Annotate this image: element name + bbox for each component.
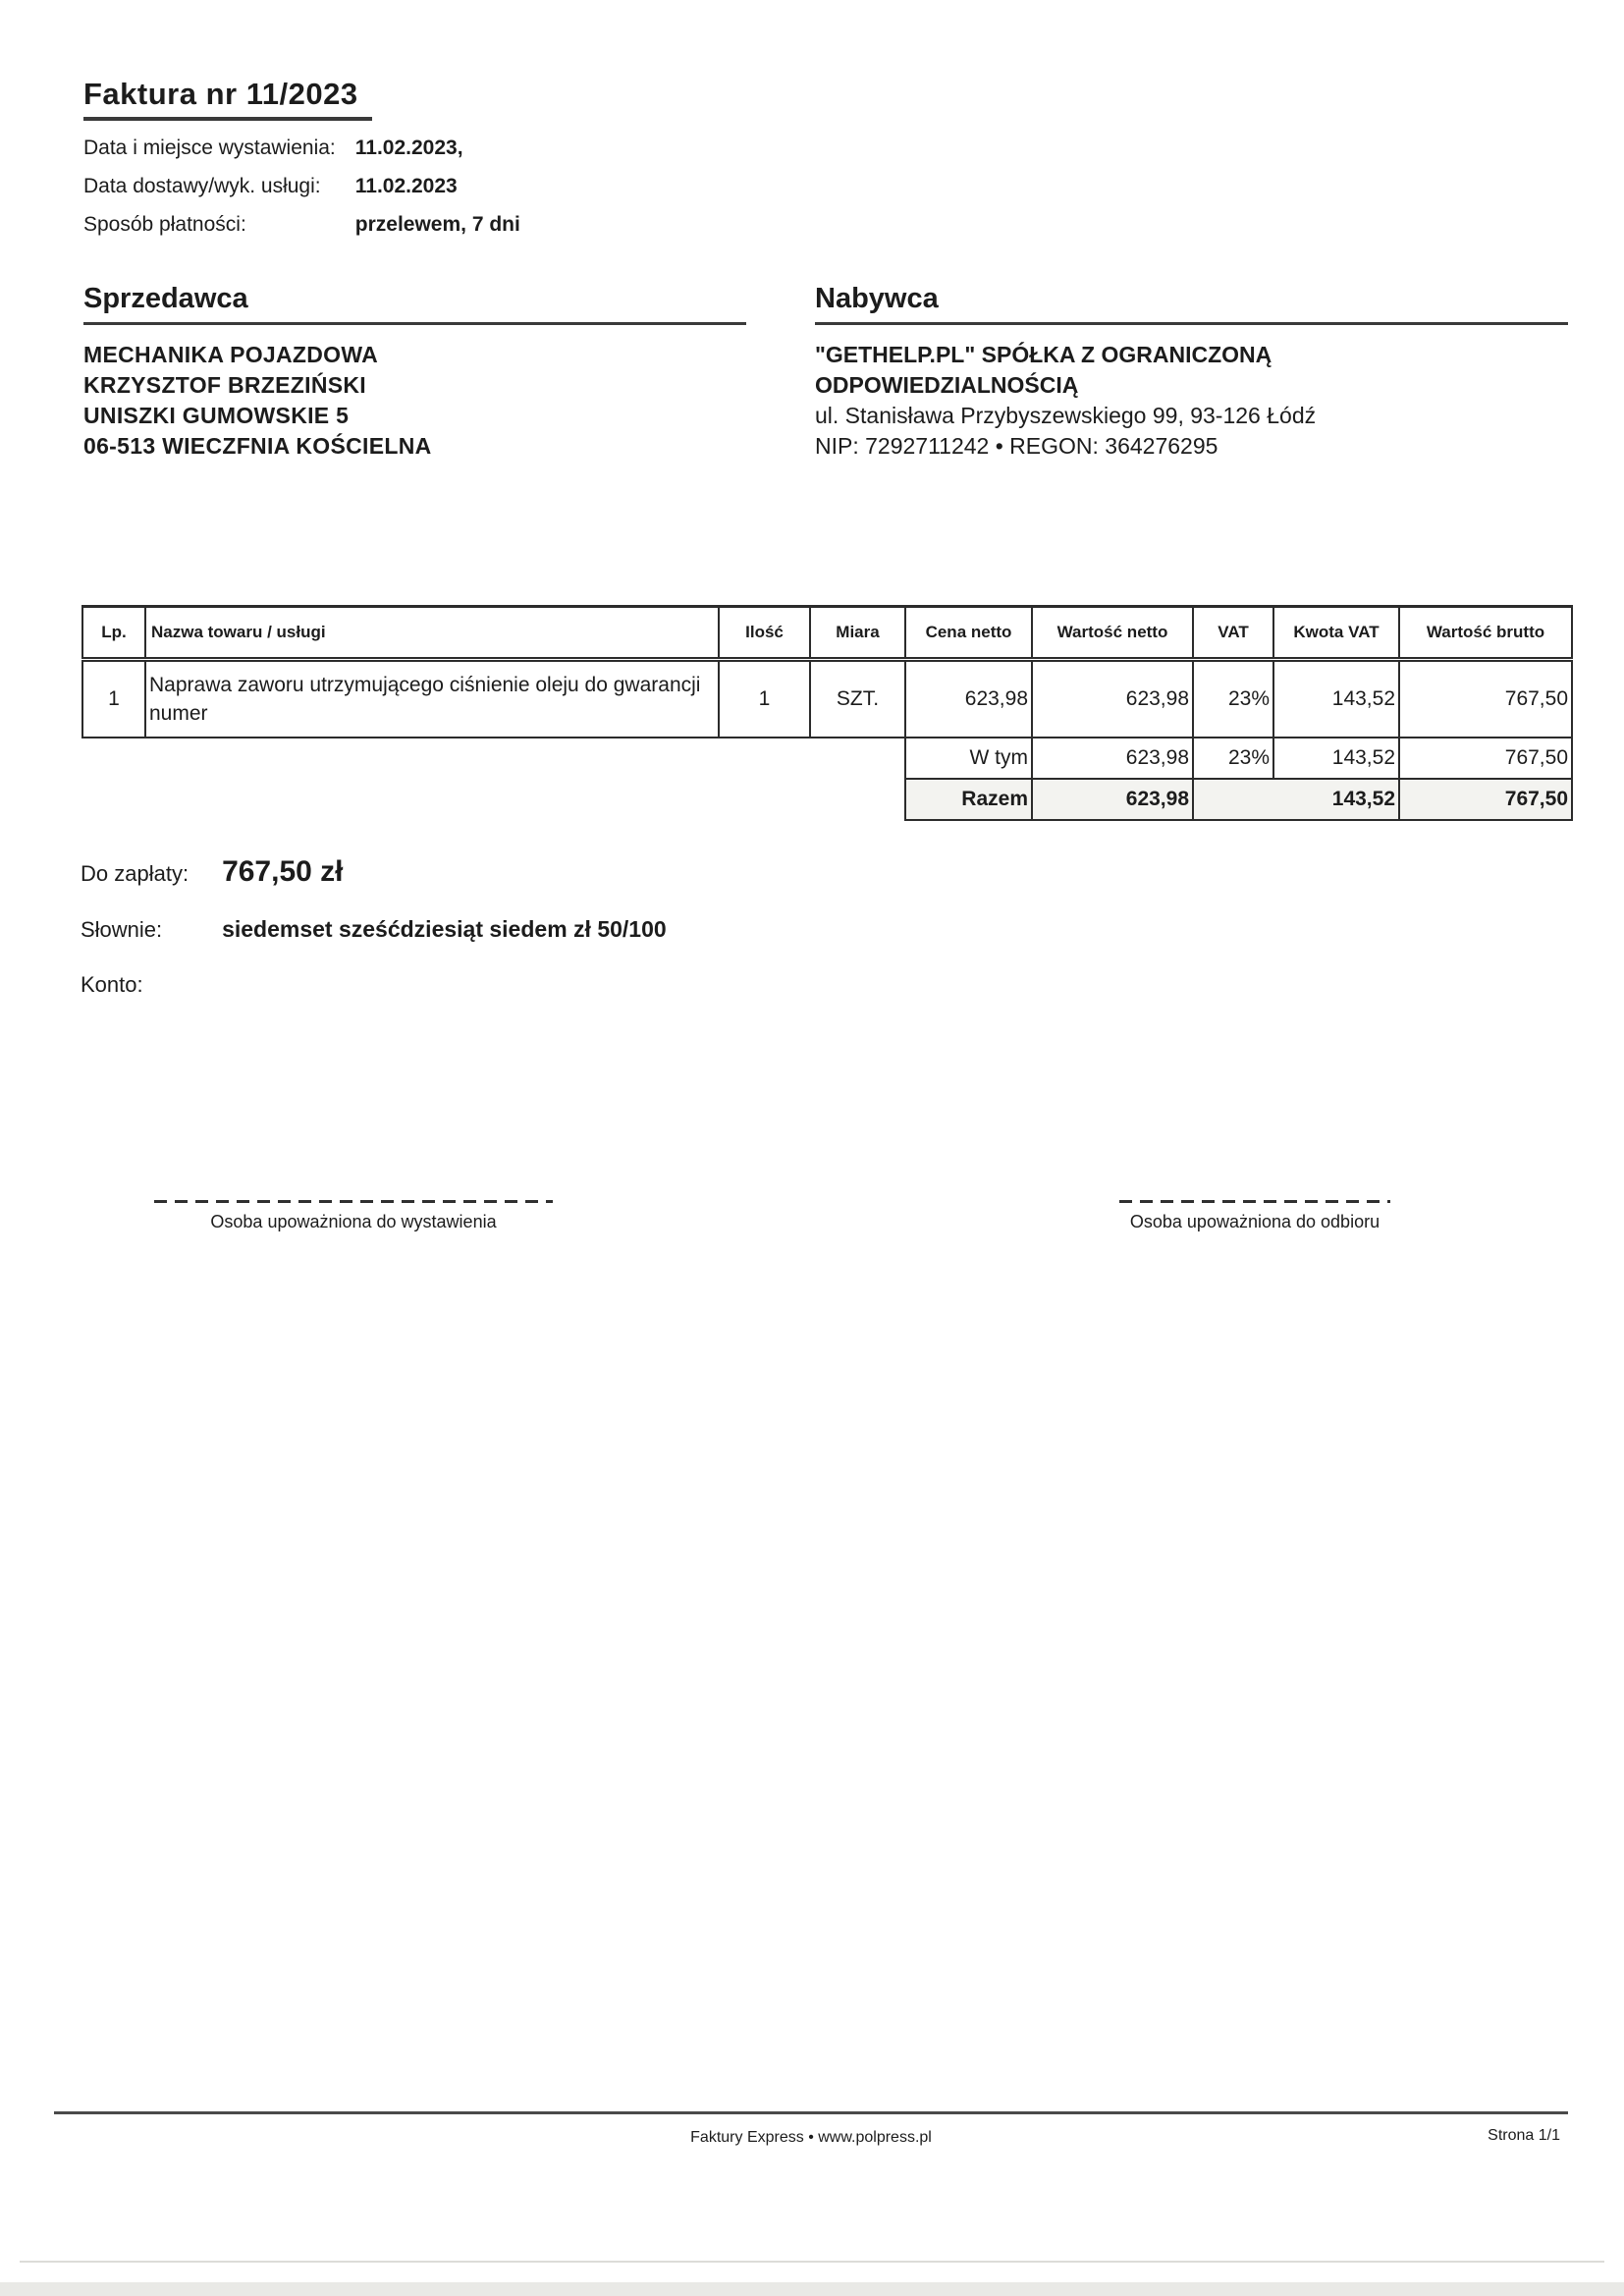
buyer-name-line-1: "GETHELP.PL" SPÓŁKA Z OGRANICZONĄ	[815, 342, 1272, 367]
subtotal-value-net: 623,98	[1032, 738, 1193, 779]
issuer-signature-line	[154, 1200, 553, 1203]
receiver-signature-area	[1098, 1200, 1412, 1232]
total-label: Razem	[905, 779, 1032, 820]
total-row	[905, 779, 1572, 820]
seller-line: MECHANIKA POJAZDOWA	[83, 342, 379, 367]
item-price-net: 623,98	[905, 660, 1032, 738]
total-value-gross: 767,50	[1399, 779, 1572, 820]
issuer-signature-label: Osoba upoważniona do wystawienia	[210, 1212, 497, 1231]
buyer-heading: Nabywca	[815, 283, 1568, 325]
subtotal-vat-amount: 143,52	[1273, 738, 1399, 779]
page-footer	[54, 2111, 1568, 2147]
seller-line: 06-513 WIECZFNIA KOŚCIELNA	[83, 433, 432, 459]
item-vat-amount: 143,52	[1273, 660, 1399, 738]
seller-details	[83, 340, 746, 462]
scan-artifact-band	[0, 2282, 1624, 2296]
subtotal-row	[905, 738, 1572, 779]
amount-in-words-value: siedemset sześćdziesiąt siedem zł 50/100	[222, 916, 667, 942]
subtotal-label: W tym	[905, 738, 1032, 779]
item-name: Naprawa zaworu utrzymującego ciśnienie oleju do gwarancji numer	[145, 660, 719, 738]
account-label: Konto:	[81, 972, 143, 997]
total-value-net: 623,98	[1032, 779, 1193, 820]
payment-method-value: przelewem, 7 dni	[354, 213, 520, 236]
issuer-signature-area	[154, 1200, 553, 1232]
invoice-title: Faktura nr 11/2023	[83, 77, 372, 121]
col-header-vat-amount: Kwota VAT	[1273, 607, 1399, 660]
buyer-section	[815, 283, 1568, 462]
seller-line: UNISZKI GUMOWSKIE 5	[83, 403, 350, 428]
receiver-signature-line	[1119, 1200, 1390, 1203]
col-header-qty: Ilość	[719, 607, 810, 660]
issue-date-label: Data i miejsce wystawienia:	[83, 137, 336, 159]
col-header-lp: Lp.	[82, 607, 145, 660]
item-value-gross: 767,50	[1399, 660, 1572, 738]
amount-in-words-label: Słownie:	[81, 917, 163, 942]
table-header-row	[82, 607, 1572, 660]
total-vat-amount: 143,52	[1193, 779, 1399, 820]
invoice-header	[83, 77, 520, 237]
delivery-date-value: 11.02.2023	[354, 175, 458, 197]
subtotal-vat-rate: 23%	[1193, 738, 1273, 779]
issue-date-value: 11.02.2023,	[354, 137, 463, 159]
col-header-value-net: Wartość netto	[1032, 607, 1193, 660]
signatures-section	[0, 1200, 1624, 1279]
buyer-details	[815, 340, 1568, 462]
footer-page-number: Strona 1/1	[1488, 2127, 1560, 2144]
col-header-unit: Miara	[810, 607, 905, 660]
buyer-address: ul. Stanisława Przybyszewskiego 99, 93-126 Łódź	[815, 403, 1317, 428]
delivery-date-label: Data dostawy/wyk. usługi:	[83, 175, 321, 197]
buyer-tax-ids: NIP: 7292711242 • REGON: 364276295	[815, 433, 1218, 459]
seller-heading: Sprzedawca	[83, 283, 746, 325]
seller-section	[83, 283, 746, 462]
col-header-vat: VAT	[1193, 607, 1273, 660]
col-header-price-net: Cena netto	[905, 607, 1032, 660]
item-qty: 1	[719, 660, 810, 738]
item-unit: SZT.	[810, 660, 905, 738]
buyer-name-line-2: ODPOWIEDZIALNOŚCIĄ	[815, 372, 1079, 398]
col-header-value-gross: Wartość brutto	[1399, 607, 1572, 660]
table-row	[82, 660, 1572, 738]
scan-artifact-line	[20, 2261, 1604, 2263]
items-table-block	[81, 605, 1571, 821]
item-value-net: 623,98	[1032, 660, 1193, 738]
item-lp: 1	[82, 660, 145, 738]
footer-app-name: Faktury Express • www.polpress.pl	[690, 2129, 932, 2146]
invoice-meta	[83, 137, 520, 237]
summary-table	[904, 737, 1573, 821]
payment-method-label: Sposób płatności:	[83, 213, 246, 236]
item-vat-rate: 23%	[1193, 660, 1273, 738]
receiver-signature-label: Osoba upoważniona do odbioru	[1129, 1212, 1380, 1231]
amount-due-label: Do zapłaty:	[81, 861, 189, 886]
parties-section	[83, 283, 1568, 462]
subtotal-value-gross: 767,50	[1399, 738, 1572, 779]
items-table	[81, 605, 1573, 738]
seller-line: KRZYSZTOF BRZEZIŃSKI	[83, 372, 366, 398]
amount-due-value: 767,50 zł	[222, 855, 344, 888]
payment-section	[81, 845, 667, 1012]
col-header-name: Nazwa towaru / usługi	[145, 607, 719, 660]
